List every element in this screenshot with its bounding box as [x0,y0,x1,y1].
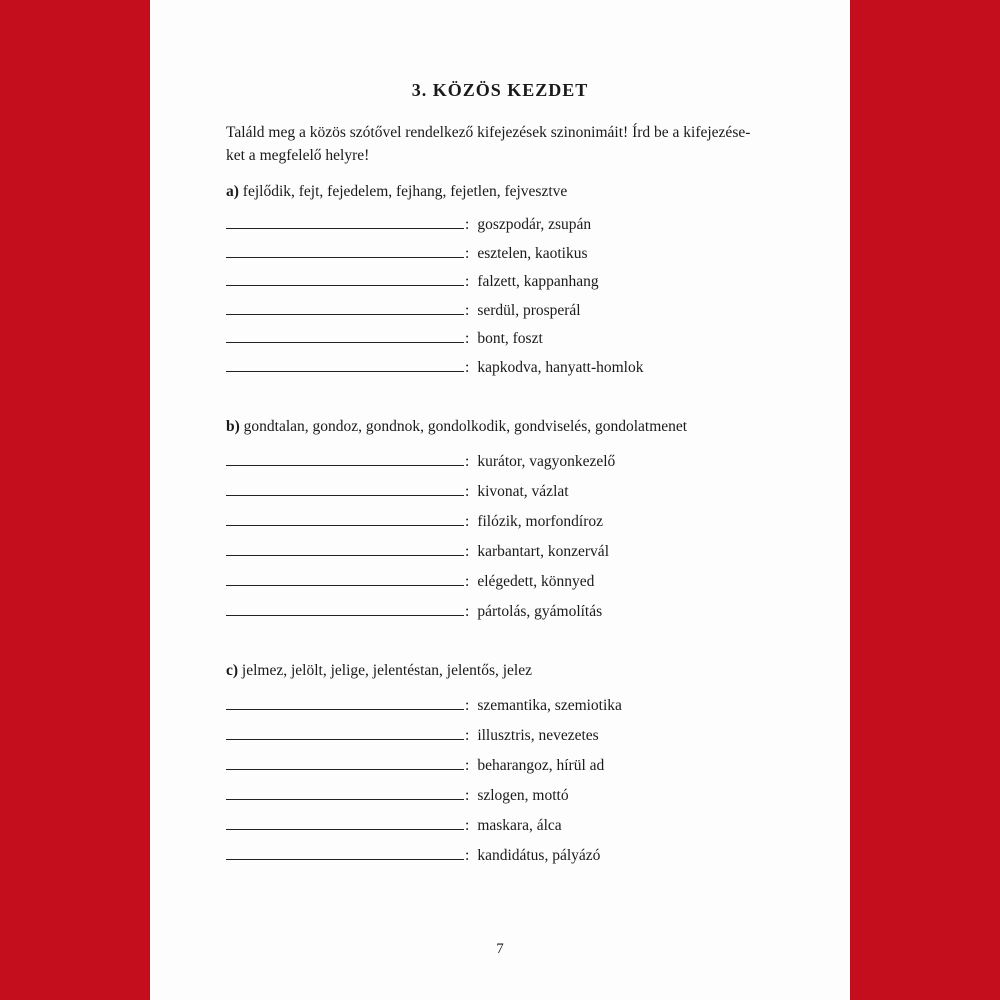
synonym-text: kurátor, vagyonkezelő [477,453,616,470]
exercise-row: : kandidátus, pályázó [226,845,786,875]
section-heading [226,180,786,204]
section-heading [226,659,786,683]
answer-blank[interactable] [226,481,464,496]
section-heading [226,415,786,439]
synonym-text: elégedett, könnyed [477,573,595,590]
answer-blank[interactable] [226,541,464,556]
synonym-text: filózik, morfondíroz [477,513,604,530]
answer-blank[interactable] [226,328,464,343]
synonym-text: karbantart, konzervál [477,543,609,560]
synonym-text: kapkodva, hanyatt-homlok [477,358,644,376]
section-words: fejlődik, fejt, fejedelem, fejhang, fejetlen, fejvesztve [242,183,568,200]
answer-blank[interactable] [226,300,464,315]
answer-blank[interactable] [226,695,464,710]
answer-blank[interactable] [226,357,464,372]
exercise-row: : kurátor, vagyonkezelő [226,451,786,481]
section-letter: b) [226,418,240,435]
synonym-text: kivonat, vázlat [477,483,569,500]
instructions-line-2: ket a megfelelő helyre! [226,147,370,164]
page-title: 3. KÖZÖS KEZDET [411,80,589,100]
exercise-row: : goszpodár, zsupán [226,214,786,243]
exercise-row: : pártolás, gyámolítás [226,601,786,631]
answer-blank[interactable] [226,815,464,830]
answer-blank[interactable] [226,785,464,800]
answer-blank[interactable] [226,243,464,258]
exercise-row: : illusztris, nevezetes [226,725,786,755]
answer-blank[interactable] [226,511,464,526]
instructions [226,121,786,167]
answer-blank[interactable] [226,755,464,770]
exercise-row: : szemantika, szemiotika [226,695,786,725]
answer-blank[interactable] [226,214,464,229]
answer-blank[interactable] [226,845,464,860]
exercise-row: : serdül, prosperál [226,300,786,329]
synonym-text: illusztris, nevezetes [477,727,599,744]
synonym-text: szlogen, mottó [477,787,569,804]
exercise-row: : kapkodva, hanyatt-homlok [226,357,786,386]
synonym-text: goszpodár, zsupán [477,216,592,233]
answer-blank[interactable] [226,571,464,586]
exercise-row: : beharangoz, hírül ad [226,755,786,785]
answer-blank[interactable] [226,271,464,286]
answer-blank[interactable] [226,601,464,616]
synonym-text: maskara, álca [477,817,562,834]
page-number: 7 [496,941,504,957]
synonym-text: kandidátus, pályázó [477,847,601,864]
section-letter: a) [226,183,239,200]
synonym-text: szemantika, szemiotika [477,697,622,714]
section-a [226,180,786,386]
instructions-line-1: Találd meg a közös szótővel rendelkező kifejezések szinonimáit! Írd be a kifejezése- [226,124,751,141]
synonym-text: beharangoz, hírül ad [477,757,605,774]
synonym-text: serdül, prosperál [477,301,581,319]
section-words: jelmez, jelölt, jelige, jelentéstan, jelentős, jelez [241,662,533,679]
synonym-text: bont, foszt [477,330,543,348]
synonym-text: esztelen, kaotikus [477,244,588,262]
section-b [226,415,786,631]
exercise-row: : falzett, kappanhang [226,271,786,300]
exercise-row: : karbantart, konzervál [226,541,786,571]
synonym-text: pártolás, gyámolítás [477,603,603,620]
exercise-row: : szlogen, mottó [226,785,786,815]
exercise-row: : elégedett, könnyed [226,571,786,601]
answer-blank[interactable] [226,451,464,466]
section-words: gondtalan, gondoz, gondnok, gondolkodik, gondviselés, gondolatmenet [243,418,688,435]
exercise-row: : bont, foszt [226,328,786,357]
exercise-row: : filózik, morfondíroz [226,511,786,541]
synonym-text: falzett, kappanhang [477,273,599,291]
exercise-row: : esztelen, kaotikus [226,243,786,272]
workbook-page [150,0,850,1000]
exercise-row: : kivonat, vázlat [226,481,786,511]
answer-blank[interactable] [226,725,464,740]
section-letter: c) [226,662,239,679]
exercise-row: : maskara, álca [226,815,786,845]
section-c [226,659,786,875]
